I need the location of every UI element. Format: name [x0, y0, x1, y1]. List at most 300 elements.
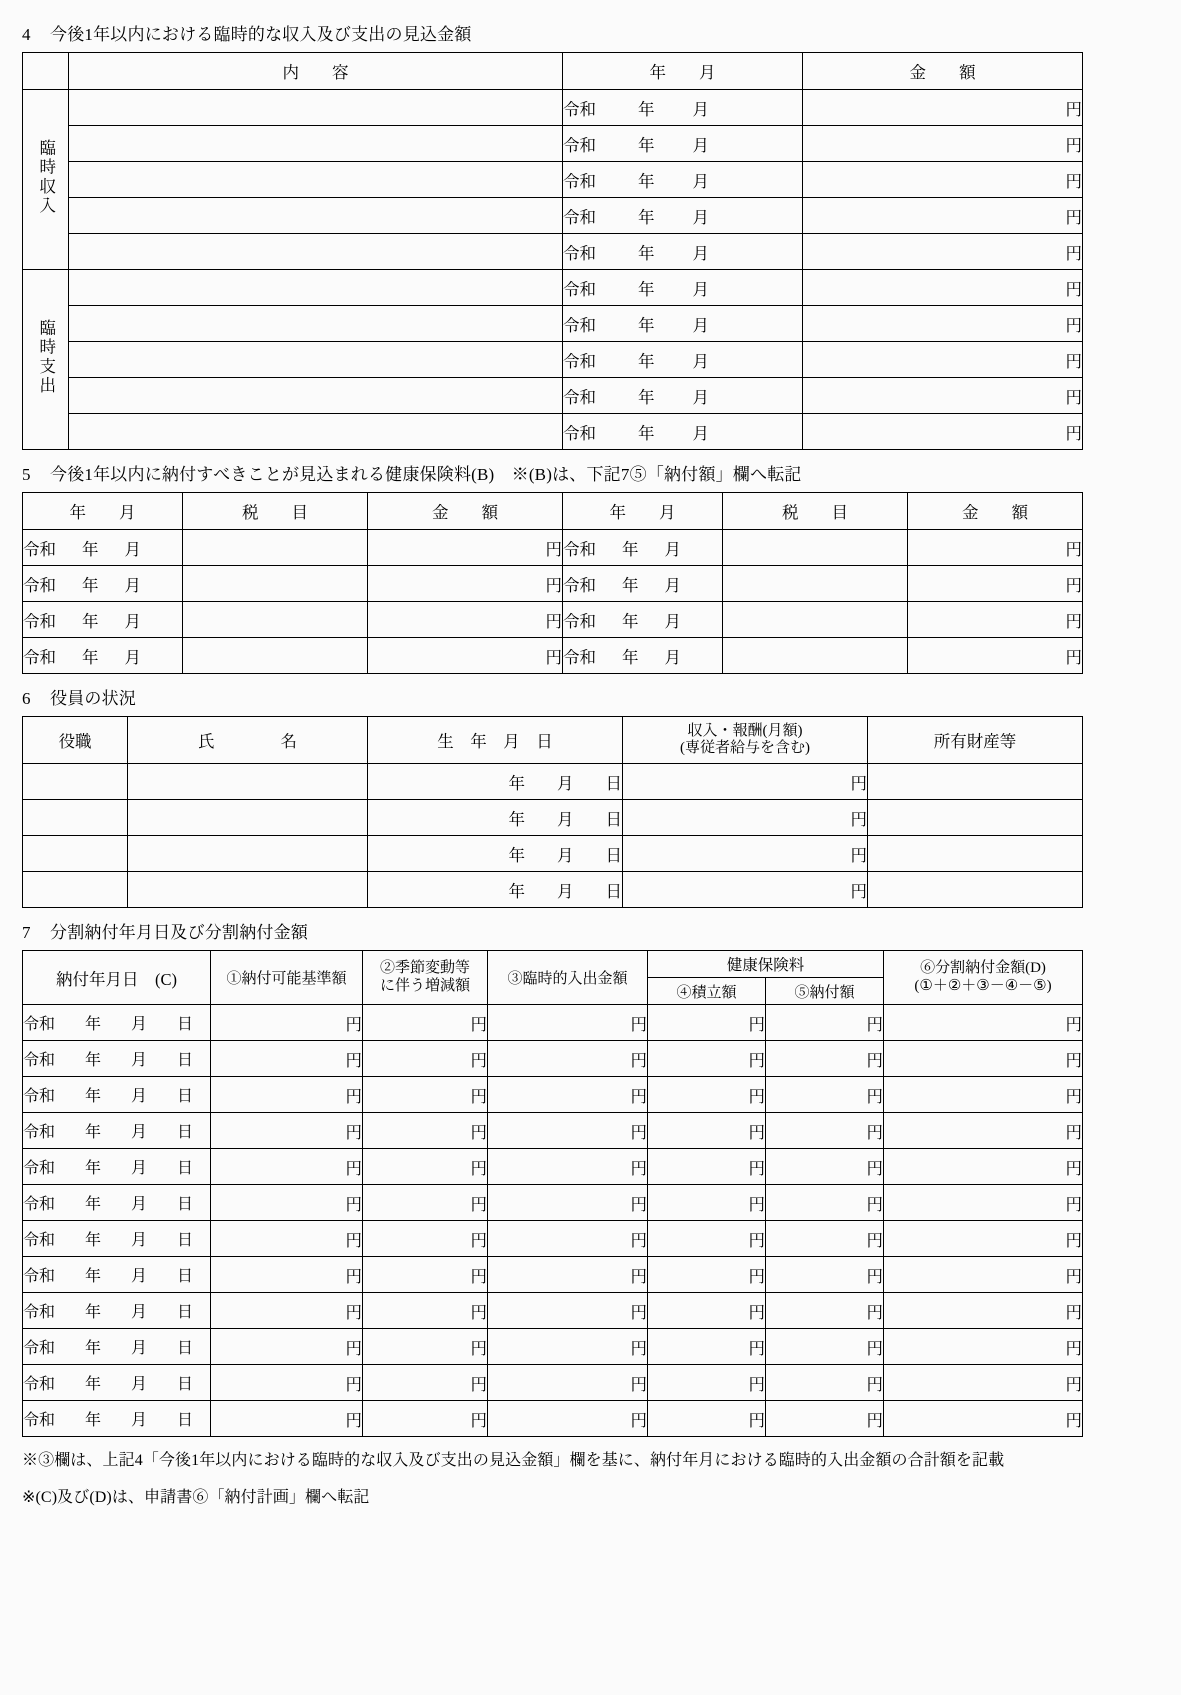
- col1-input[interactable]: [211, 1113, 363, 1149]
- day-label: 日: [177, 1196, 194, 1214]
- yen-label: 円: [470, 1266, 487, 1286]
- taxitem-input-left[interactable]: [183, 530, 368, 566]
- month-label: 月: [131, 1304, 148, 1322]
- era-label: 令和: [563, 611, 596, 631]
- taxitem-input-right[interactable]: [723, 602, 908, 638]
- paydate-input[interactable]: [23, 1005, 211, 1041]
- yen-label: 円: [866, 1050, 884, 1070]
- col4-input[interactable]: [648, 1221, 766, 1257]
- col4-input[interactable]: [648, 1329, 766, 1365]
- col5-input[interactable]: [766, 1113, 884, 1149]
- yen-label: 円: [866, 1086, 884, 1106]
- amount-input-right[interactable]: [908, 530, 1083, 566]
- section-4: [22, 24, 1161, 450]
- month-label: 月: [692, 99, 709, 119]
- col2-input[interactable]: [363, 1221, 488, 1257]
- content-input[interactable]: [69, 90, 563, 126]
- yen-label: 円: [345, 1194, 362, 1214]
- paydate-input[interactable]: [23, 1257, 211, 1293]
- col3-input[interactable]: [488, 1113, 648, 1149]
- col5-input[interactable]: [766, 1149, 884, 1185]
- col5-input[interactable]: [766, 1293, 884, 1329]
- yen-label: 円: [1065, 1158, 1083, 1178]
- birthdate-input[interactable]: [368, 764, 623, 800]
- yearmonth-input[interactable]: [563, 270, 803, 306]
- col6-input[interactable]: [884, 1257, 1083, 1293]
- col6-input[interactable]: [884, 1293, 1083, 1329]
- section-4-table: [22, 52, 1083, 450]
- header-col6-line1: ⑥分割納付金額(D): [920, 960, 1046, 977]
- taxitem-input-left[interactable]: [183, 566, 368, 602]
- col1-input[interactable]: [211, 1221, 363, 1257]
- content-input[interactable]: [69, 378, 563, 414]
- paydate-input[interactable]: [23, 1293, 211, 1329]
- era-label: 令和: [23, 1340, 56, 1358]
- yen-label: 円: [470, 1122, 487, 1142]
- col2-input[interactable]: [363, 1041, 488, 1077]
- year-label: 年: [85, 1124, 102, 1142]
- amount-input-left[interactable]: [368, 638, 563, 674]
- yen-label: 円: [345, 1122, 362, 1142]
- yearmonth-input-right[interactable]: [563, 638, 723, 674]
- year-label: 年: [638, 315, 655, 335]
- income-input[interactable]: [623, 872, 868, 908]
- col3-input[interactable]: [488, 1041, 648, 1077]
- content-input[interactable]: [69, 198, 563, 234]
- col1-input[interactable]: [211, 1401, 363, 1437]
- col1-input[interactable]: [211, 1365, 363, 1401]
- col3-input[interactable]: [488, 1401, 648, 1437]
- section-7-title-text: 分割納付年月日及び分割納付金額: [50, 923, 308, 943]
- col5-input[interactable]: [766, 1185, 884, 1221]
- yearmonth-input[interactable]: [563, 378, 803, 414]
- yearmonth-input[interactable]: [563, 234, 803, 270]
- year-label: 年: [85, 1160, 102, 1178]
- col5-input[interactable]: [766, 1077, 884, 1113]
- table-row: [23, 234, 1083, 270]
- col6-input[interactable]: [884, 1365, 1083, 1401]
- col1-input[interactable]: [211, 1077, 363, 1113]
- table-row: [23, 1185, 1083, 1221]
- yen-label: 円: [850, 773, 867, 793]
- col3-input[interactable]: [488, 1077, 648, 1113]
- era-label: 令和: [563, 315, 596, 335]
- birthdate-input[interactable]: [368, 800, 623, 836]
- col4-input[interactable]: [648, 1257, 766, 1293]
- month-label: 月: [131, 1160, 148, 1178]
- yen-label: 円: [850, 845, 867, 865]
- col2-input[interactable]: [363, 1401, 488, 1437]
- table-row: [23, 1257, 1083, 1293]
- yen-label: 円: [748, 1050, 765, 1070]
- yearmonth-input[interactable]: [563, 342, 803, 378]
- income-input[interactable]: [623, 800, 868, 836]
- col2-input[interactable]: [363, 1005, 488, 1041]
- year-label: 年: [638, 387, 655, 407]
- paydate-input[interactable]: [23, 1401, 211, 1437]
- col2-input[interactable]: [363, 1113, 488, 1149]
- header-yearmonth-right: 年 月: [563, 493, 723, 530]
- col1-input[interactable]: [211, 1041, 363, 1077]
- yen-label: 円: [1065, 1230, 1083, 1250]
- yen-label: 円: [1065, 423, 1082, 443]
- yearmonth-input-right[interactable]: [563, 530, 723, 566]
- amount-input[interactable]: [803, 234, 1083, 270]
- amount-input[interactable]: [803, 378, 1083, 414]
- yen-label: 円: [1065, 99, 1082, 119]
- table-row: [23, 1005, 1083, 1041]
- yen-label: 円: [345, 1014, 362, 1034]
- yearmonth-input[interactable]: [563, 126, 803, 162]
- yearmonth-input-right[interactable]: [563, 566, 723, 602]
- col6-input[interactable]: [884, 1077, 1083, 1113]
- yen-label: 円: [866, 1122, 884, 1142]
- header-col2: [363, 951, 488, 1005]
- amount-input-right[interactable]: [908, 602, 1083, 638]
- table-row: [23, 1077, 1083, 1113]
- section-7-title: [22, 922, 1161, 944]
- paydate-input[interactable]: [23, 1149, 211, 1185]
- col3-input[interactable]: [488, 1005, 648, 1041]
- month-label: 月: [557, 845, 574, 865]
- section-5-number: 5: [22, 465, 31, 485]
- yearmonth-input[interactable]: [563, 90, 803, 126]
- yen-label: 円: [748, 1338, 765, 1358]
- col6-input[interactable]: [884, 1005, 1083, 1041]
- amount-input[interactable]: [803, 270, 1083, 306]
- yen-label: 円: [345, 1338, 362, 1358]
- header-income-line2: (専従者給与を含む): [680, 740, 810, 757]
- era-label: 令和: [563, 243, 596, 263]
- table-row: [23, 566, 1083, 602]
- col3-input[interactable]: [488, 1221, 648, 1257]
- amount-input[interactable]: [803, 90, 1083, 126]
- col5-input[interactable]: [766, 1329, 884, 1365]
- era-label: 令和: [23, 1124, 56, 1142]
- month-label: 月: [131, 1088, 148, 1106]
- col5-input[interactable]: [766, 1005, 884, 1041]
- col2-input[interactable]: [363, 1293, 488, 1329]
- header-col1: ①納付可能基準額: [211, 951, 363, 1005]
- col2-input[interactable]: [363, 1149, 488, 1185]
- col6-input[interactable]: [884, 1401, 1083, 1437]
- section-5: [22, 464, 1161, 674]
- yen-label: 円: [748, 1014, 765, 1034]
- month-label: 月: [131, 1340, 148, 1358]
- amount-input[interactable]: [803, 126, 1083, 162]
- section-5-table: [22, 492, 1083, 674]
- assets-input[interactable]: [868, 872, 1083, 908]
- col1-input[interactable]: [211, 1185, 363, 1221]
- era-label: 令和: [563, 171, 596, 191]
- col4-input[interactable]: [648, 1149, 766, 1185]
- col6-input[interactable]: [884, 1185, 1083, 1221]
- col4-input[interactable]: [648, 1365, 766, 1401]
- content-input[interactable]: [69, 306, 563, 342]
- col2-input[interactable]: [363, 1257, 488, 1293]
- yearmonth-input-left[interactable]: [23, 602, 183, 638]
- table-row: [23, 1113, 1083, 1149]
- day-label: 日: [177, 1016, 194, 1034]
- amount-input[interactable]: [803, 306, 1083, 342]
- year-label: 年: [82, 539, 99, 559]
- yen-label: 円: [345, 1158, 362, 1178]
- amount-input-right[interactable]: [908, 566, 1083, 602]
- yen-label: 円: [1065, 1302, 1083, 1322]
- col2-input[interactable]: [363, 1365, 488, 1401]
- yen-label: 円: [1065, 1014, 1083, 1034]
- yen-label: 円: [345, 1086, 362, 1106]
- name-input[interactable]: [128, 764, 368, 800]
- yen-label: 円: [630, 1230, 647, 1250]
- col4-input[interactable]: [648, 1077, 766, 1113]
- era-label: 令和: [23, 575, 56, 595]
- paydate-input[interactable]: [23, 1041, 211, 1077]
- table-row: [23, 1401, 1083, 1437]
- amount-input[interactable]: [803, 198, 1083, 234]
- yen-label: 円: [630, 1374, 647, 1394]
- taxitem-input-left[interactable]: [183, 638, 368, 674]
- position-input[interactable]: [23, 836, 128, 872]
- era-label: 令和: [23, 1268, 56, 1286]
- yen-label: 円: [345, 1050, 362, 1070]
- paydate-input[interactable]: [23, 1113, 211, 1149]
- header-paydate: 納付年月日 (C): [23, 951, 211, 1005]
- income-input[interactable]: [623, 764, 868, 800]
- group-label-income-text: 臨時収入: [36, 138, 56, 216]
- month-label: 月: [692, 171, 709, 191]
- yearmonth-input[interactable]: [563, 306, 803, 342]
- taxitem-input-right[interactable]: [723, 530, 908, 566]
- era-label: 令和: [23, 1376, 56, 1394]
- col4-input[interactable]: [648, 1113, 766, 1149]
- yen-label: 円: [748, 1410, 765, 1430]
- yen-label: 円: [1065, 351, 1082, 371]
- era-label: 令和: [563, 351, 596, 371]
- col3-input[interactable]: [488, 1257, 648, 1293]
- corner-cell: [23, 53, 69, 90]
- yearmonth-input-right[interactable]: [563, 602, 723, 638]
- yen-label: 円: [1065, 243, 1082, 263]
- paydate-input[interactable]: [23, 1365, 211, 1401]
- day-label: 日: [605, 845, 622, 865]
- col3-input[interactable]: [488, 1365, 648, 1401]
- day-label: 日: [177, 1376, 194, 1394]
- day-label: 日: [605, 809, 622, 829]
- month-label: 月: [692, 207, 709, 227]
- era-label: 令和: [23, 611, 56, 631]
- col1-input[interactable]: [211, 1005, 363, 1041]
- group-label-expense-text: 臨時支出: [36, 318, 56, 396]
- col4-input[interactable]: [648, 1293, 766, 1329]
- col1-input[interactable]: [211, 1329, 363, 1365]
- amount-input-left[interactable]: [368, 530, 563, 566]
- col5-input[interactable]: [766, 1221, 884, 1257]
- yen-label: 円: [345, 1374, 362, 1394]
- yen-label: 円: [748, 1158, 765, 1178]
- name-input[interactable]: [128, 872, 368, 908]
- content-input[interactable]: [69, 414, 563, 450]
- yen-label: 円: [1065, 387, 1082, 407]
- table-row: [23, 638, 1083, 674]
- col1-input[interactable]: [211, 1257, 363, 1293]
- day-label: 日: [177, 1304, 194, 1322]
- content-input[interactable]: [69, 162, 563, 198]
- era-label: 令和: [23, 539, 56, 559]
- name-input[interactable]: [128, 800, 368, 836]
- yearmonth-input-left[interactable]: [23, 530, 183, 566]
- col1-input[interactable]: [211, 1293, 363, 1329]
- yen-label: 円: [1065, 135, 1082, 155]
- col2-input[interactable]: [363, 1077, 488, 1113]
- position-input[interactable]: [23, 764, 128, 800]
- col3-input[interactable]: [488, 1149, 648, 1185]
- header-position: 役職: [23, 717, 128, 764]
- year-label: 年: [85, 1052, 102, 1070]
- era-label: 令和: [23, 647, 56, 667]
- yen-label: 円: [630, 1338, 647, 1358]
- table-row: [23, 270, 1083, 306]
- yen-label: 円: [1065, 1194, 1083, 1214]
- col5-input[interactable]: [766, 1257, 884, 1293]
- section-6-table: [22, 716, 1083, 908]
- yen-label: 円: [545, 539, 562, 559]
- month-label: 月: [692, 315, 709, 335]
- birthdate-input[interactable]: [368, 872, 623, 908]
- amount-input-right[interactable]: [908, 638, 1083, 674]
- col1-input[interactable]: [211, 1149, 363, 1185]
- taxitem-input-left[interactable]: [183, 602, 368, 638]
- col5-input[interactable]: [766, 1041, 884, 1077]
- col3-input[interactable]: [488, 1185, 648, 1221]
- month-label: 月: [692, 387, 709, 407]
- yen-label: 円: [630, 1158, 647, 1178]
- table-row: [23, 126, 1083, 162]
- col6-input[interactable]: [884, 1149, 1083, 1185]
- yen-label: 円: [1065, 539, 1082, 559]
- taxitem-input-right[interactable]: [723, 566, 908, 602]
- era-label: 令和: [23, 1160, 56, 1178]
- yearmonth-input-left[interactable]: [23, 638, 183, 674]
- table-row: [23, 90, 1083, 126]
- col3-input[interactable]: [488, 1329, 648, 1365]
- col6-input[interactable]: [884, 1041, 1083, 1077]
- yen-label: 円: [1065, 647, 1082, 667]
- month-label: 月: [664, 611, 681, 631]
- yen-label: 円: [470, 1302, 487, 1322]
- year-label: 年: [85, 1088, 102, 1106]
- amount-input-left[interactable]: [368, 602, 563, 638]
- month-label: 月: [131, 1124, 148, 1142]
- yen-label: 円: [748, 1086, 765, 1106]
- col2-input[interactable]: [363, 1185, 488, 1221]
- content-input[interactable]: [69, 270, 563, 306]
- col6-input[interactable]: [884, 1329, 1083, 1365]
- year-label: 年: [85, 1412, 102, 1430]
- yen-label: 円: [630, 1194, 647, 1214]
- paydate-input[interactable]: [23, 1221, 211, 1257]
- paydate-input[interactable]: [23, 1329, 211, 1365]
- header-amount-right: 金 額: [908, 493, 1083, 530]
- col5-input[interactable]: [766, 1365, 884, 1401]
- header-yearmonth-left: 年 月: [23, 493, 183, 530]
- month-label: 月: [124, 575, 141, 595]
- header-content: 内 容: [69, 53, 563, 90]
- era-label: 令和: [23, 1088, 56, 1106]
- position-input[interactable]: [23, 872, 128, 908]
- era-label: 令和: [23, 1232, 56, 1250]
- year-label: 年: [85, 1196, 102, 1214]
- col4-input[interactable]: [648, 1401, 766, 1437]
- day-label: 日: [177, 1232, 194, 1250]
- yearmonth-input-left[interactable]: [23, 566, 183, 602]
- col6-input[interactable]: [884, 1113, 1083, 1149]
- col5-input[interactable]: [766, 1401, 884, 1437]
- month-label: 月: [131, 1016, 148, 1034]
- year-label: 年: [85, 1304, 102, 1322]
- col3-input[interactable]: [488, 1293, 648, 1329]
- col4-input[interactable]: [648, 1041, 766, 1077]
- era-label: 令和: [23, 1052, 56, 1070]
- col4-input[interactable]: [648, 1185, 766, 1221]
- amount-input[interactable]: [803, 162, 1083, 198]
- yearmonth-input[interactable]: [563, 198, 803, 234]
- col2-input[interactable]: [363, 1329, 488, 1365]
- taxitem-input-right[interactable]: [723, 638, 908, 674]
- era-label: 令和: [563, 575, 596, 595]
- col6-input[interactable]: [884, 1221, 1083, 1257]
- col4-input[interactable]: [648, 1005, 766, 1041]
- yearmonth-input[interactable]: [563, 414, 803, 450]
- amount-input[interactable]: [803, 414, 1083, 450]
- assets-input[interactable]: [868, 764, 1083, 800]
- table-row: [23, 530, 1083, 566]
- name-input[interactable]: [128, 836, 368, 872]
- content-input[interactable]: [69, 234, 563, 270]
- era-label: 令和: [23, 1016, 56, 1034]
- yen-label: 円: [470, 1230, 487, 1250]
- paydate-input[interactable]: [23, 1077, 211, 1113]
- year-label: 年: [82, 611, 99, 631]
- amount-input[interactable]: [803, 342, 1083, 378]
- table-row: [23, 1365, 1083, 1401]
- year-label: 年: [82, 575, 99, 595]
- assets-input[interactable]: [868, 800, 1083, 836]
- yen-label: 円: [470, 1050, 487, 1070]
- yen-label: 円: [850, 881, 867, 901]
- day-label: 日: [177, 1052, 194, 1070]
- yen-label: 円: [1065, 1338, 1083, 1358]
- header-yearmonth: 年 月: [563, 53, 803, 90]
- year-label: 年: [638, 171, 655, 191]
- assets-input[interactable]: [868, 836, 1083, 872]
- content-input[interactable]: [69, 342, 563, 378]
- yen-label: 円: [866, 1230, 884, 1250]
- header-col5: ⑤納付額: [766, 978, 884, 1005]
- position-input[interactable]: [23, 800, 128, 836]
- birthdate-input[interactable]: [368, 836, 623, 872]
- paydate-input[interactable]: [23, 1185, 211, 1221]
- section-5-title: [22, 464, 1161, 486]
- income-input[interactable]: [623, 836, 868, 872]
- day-label: 日: [177, 1160, 194, 1178]
- table-row: [23, 1149, 1083, 1185]
- content-input[interactable]: [69, 126, 563, 162]
- yearmonth-input[interactable]: [563, 162, 803, 198]
- amount-input-left[interactable]: [368, 566, 563, 602]
- yen-label: 円: [545, 611, 562, 631]
- month-label: 月: [131, 1268, 148, 1286]
